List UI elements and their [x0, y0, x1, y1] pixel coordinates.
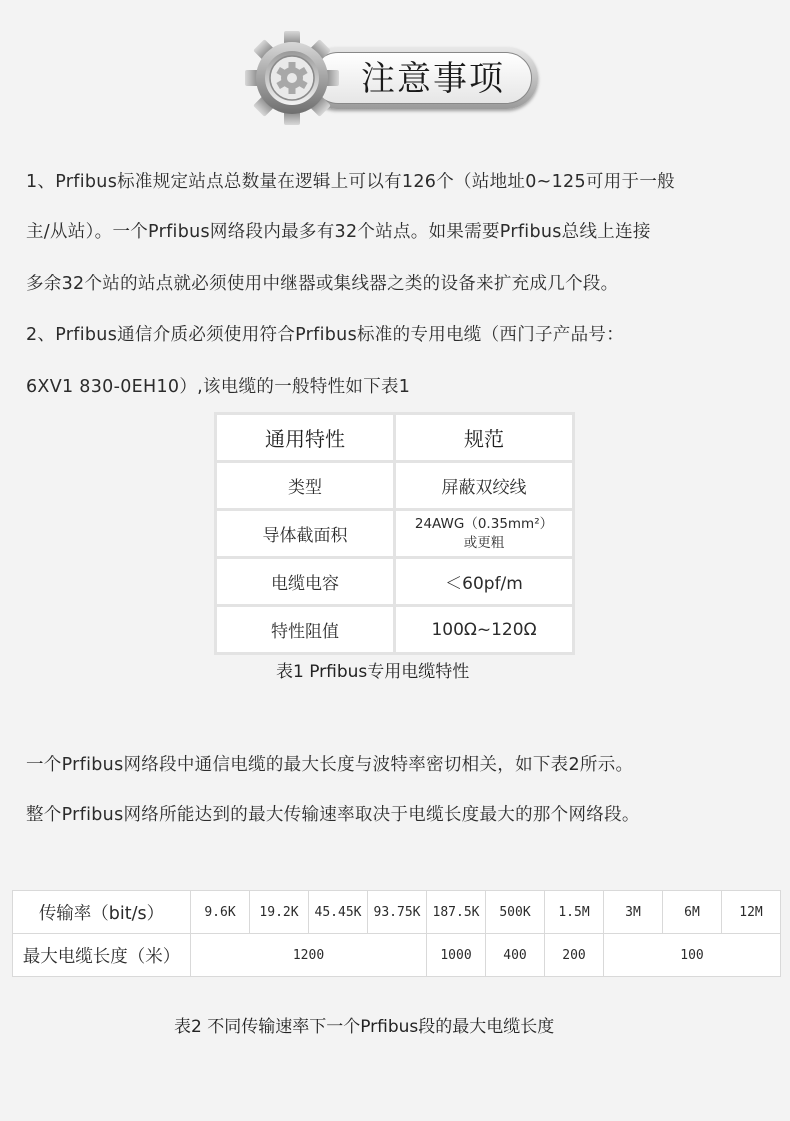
- rate-cell: 19.2K: [250, 891, 309, 934]
- table-header-row: [216, 414, 574, 462]
- paragraph-1-line-1: 1、Prfibus标准规定站点总数量在逻辑上可以有126个（站地址0~125可用于一般: [26, 172, 675, 192]
- table-row: [216, 462, 574, 510]
- length-cell: 400: [486, 934, 545, 977]
- paragraph-1-line-3: 多余32个站的站点就必须使用中继器或集线器之类的设备来扩充成几个段。: [26, 274, 619, 294]
- property-cell: 特性阻值: [216, 606, 395, 654]
- table-row: [13, 934, 781, 977]
- rate-cell: 6M: [663, 891, 722, 934]
- column-header-property: 通用特性: [216, 414, 395, 462]
- cable-spec-table: [214, 412, 575, 655]
- spec-cell: ＜60pf/m: [395, 558, 574, 606]
- table-2-caption: 表2 不同传输速率下一个Prfibus段的最大电缆长度: [174, 1017, 555, 1037]
- rate-cell: 187.5K: [427, 891, 486, 934]
- table-row: [13, 891, 781, 934]
- property-cell: 类型: [216, 462, 395, 510]
- table-1-caption: 表1 Prfibus专用电缆特性: [276, 662, 470, 682]
- paragraph-2-line-1: 2、Prfibus通信介质必须使用符合Prfibus标准的专用电缆（西门子产品号：: [26, 325, 624, 345]
- length-row-header: 最大电缆长度（米）: [13, 934, 191, 977]
- rate-cell: 12M: [722, 891, 781, 934]
- property-cell: 导体截面积: [216, 510, 395, 558]
- spec-cell: 100Ω~120Ω: [395, 606, 574, 654]
- spec-cell: 屏蔽双绞线: [395, 462, 574, 510]
- gear-icon: [244, 30, 340, 126]
- paragraph-2-line-2: 6XV1 830-0EH10）,该电缆的一般特性如下表1: [26, 377, 411, 397]
- paragraph-3-line-1: 一个Prfibus网络段中通信电缆的最大长度与波特率密切相关，如下表2所示。: [26, 755, 634, 775]
- page-title: 注意事项: [361, 59, 505, 99]
- length-cell: 1000: [427, 934, 486, 977]
- table-row: [216, 606, 574, 654]
- section-header: [244, 30, 544, 126]
- property-cell: 电缆电容: [216, 558, 395, 606]
- spec-cell-line-1: 24AWG（0.35mm²）: [414, 515, 554, 532]
- spec-cell-line-2: 或更粗: [463, 534, 505, 551]
- rate-cell: 3M: [604, 891, 663, 934]
- paragraph-3-line-2: 整个Prfibus网络所能达到的最大传输速率取决于电缆长度最大的那个网络段。: [26, 805, 640, 825]
- title-banner: [306, 47, 538, 109]
- paragraph-1-line-2: 主/从站）。一个Prfibus网络段内最多有32个站点。如果需要Prfibus总线上连接: [26, 222, 651, 242]
- rate-cell: 1.5M: [545, 891, 604, 934]
- spec-cell: [395, 510, 574, 558]
- rate-cell: 500K: [486, 891, 545, 934]
- table-row: [216, 510, 574, 558]
- length-cell: 200: [545, 934, 604, 977]
- rate-cell: 93.75K: [368, 891, 427, 934]
- rate-cell: 45.45K: [309, 891, 368, 934]
- rate-row-header: 传输率（bit/s）: [13, 891, 191, 934]
- column-header-spec: 规范: [395, 414, 574, 462]
- baud-rate-length-table: [12, 890, 781, 977]
- length-cell: 1200: [191, 934, 427, 977]
- rate-cell: 9.6K: [191, 891, 250, 934]
- length-cell: 100: [604, 934, 781, 977]
- table-row: [216, 558, 574, 606]
